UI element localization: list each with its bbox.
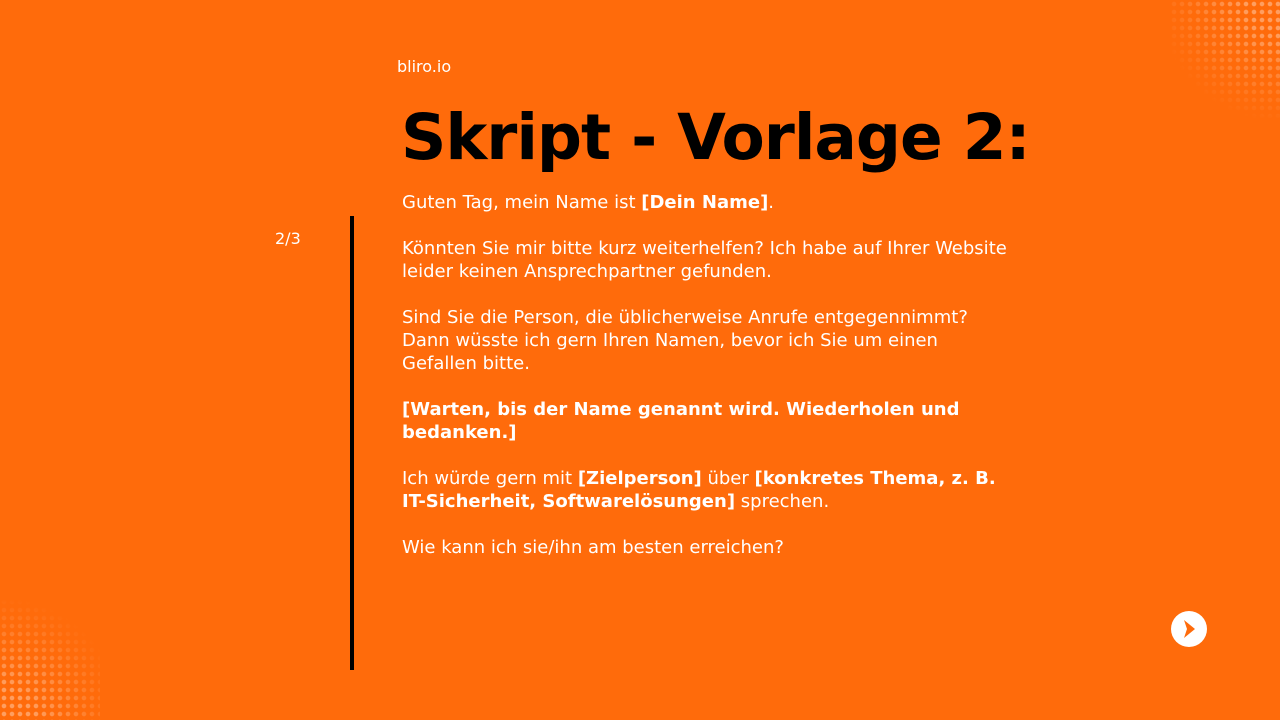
greeting-text: Guten Tag, mein Name ist (402, 192, 642, 213)
next-button[interactable] (1171, 611, 1207, 647)
topic-placeholder: [konkretes Thema, z. B. IT-Sicherheit, Softwarelösungen] (402, 468, 996, 512)
name-placeholder: [Dein Name] (641, 192, 769, 213)
target-text-a: Ich würde gern mit (402, 468, 578, 489)
target-text-c: sprechen. (735, 491, 830, 512)
brand-label: bliro.io (397, 57, 452, 76)
vertical-divider (350, 216, 354, 670)
target-text-b: über (701, 468, 755, 489)
decorative-dots-top-right (1170, 0, 1280, 120)
instruction-text: [Warten, bis der Name genannt wird. Wiederholen und bedanken.] (402, 399, 960, 443)
page-indicator: 2/3 (275, 229, 301, 248)
script-paragraph-person: Sind Sie die Person, die üblicherweise Anrufe entgegennimmt? Dann wüsste ich gern Ihren Namen, bevor ich Sie um einen Gefallen bitte. (402, 307, 968, 374)
chevron-right-icon (1171, 611, 1207, 647)
target-person-placeholder: [Zielperson] (577, 468, 702, 489)
script-paragraph-help: Könnten Sie mir bitte kurz weiterhelfen? Ich habe auf Ihrer Website leider keinen Ansprechpartner gefunden. (402, 238, 1007, 282)
script-paragraph-question: Wie kann ich sie/ihn am besten erreichen? (402, 537, 784, 558)
script-paragraph-target (402, 467, 1012, 513)
greeting-end: . (768, 192, 775, 213)
script-paragraph-greeting (402, 191, 1012, 214)
script-paragraph-instruction (402, 398, 1012, 444)
page-title: Skript - Vorlage 2: (401, 101, 1030, 174)
decorative-dots-bottom-left (0, 590, 100, 720)
script-content (402, 191, 1012, 582)
